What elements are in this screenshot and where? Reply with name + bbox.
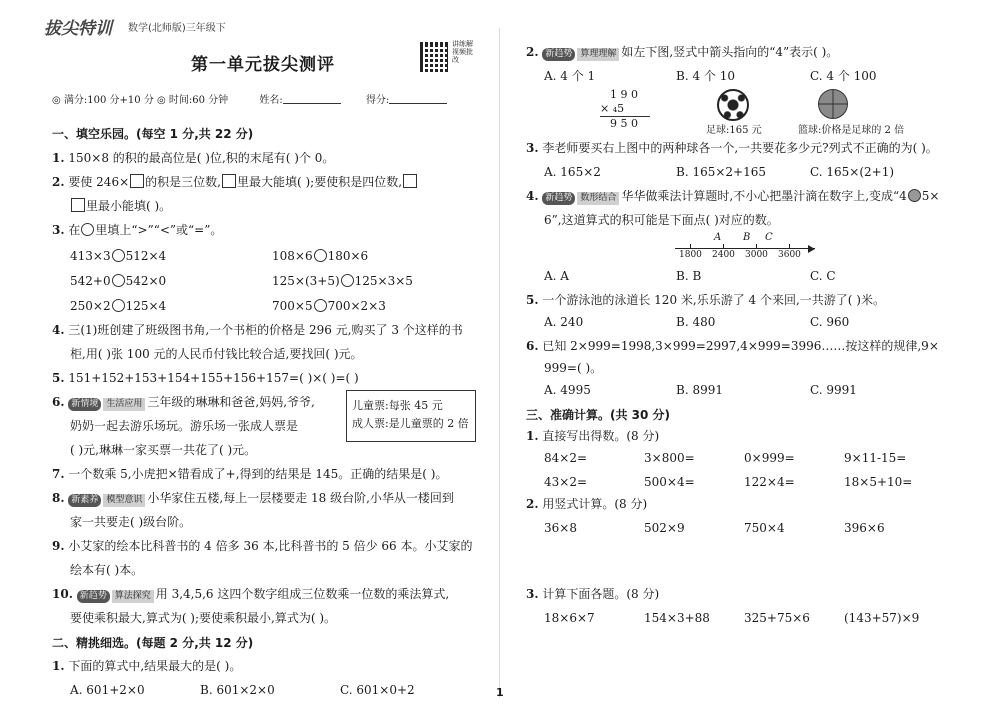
question-1-2-cont: 里最小能填( )。 [70, 198, 171, 214]
option-c[interactable]: C. 4 个 100 [810, 69, 877, 83]
question-1-10: 10. 新趋势 算法探究 用 3,4,5,6 这四个数字组成三位数乘一位数的乘法算式, [52, 587, 450, 601]
option-a[interactable]: A. 165×2 [544, 165, 601, 179]
tick-mark [789, 244, 790, 249]
compare-circle[interactable] [341, 274, 354, 287]
oral-calc-item: 500×4= [644, 475, 695, 489]
oral-calc-item: 18×5+10= [844, 475, 913, 489]
compare-row: 250×2 125×4 [70, 299, 167, 313]
vertical-calc-item: 750×4 [744, 521, 785, 535]
option-a[interactable]: A. 601+2×0 [70, 683, 145, 697]
section-1-title: 一、填空乐园。(每空 1 分,共 22 分) [52, 127, 254, 141]
option-c[interactable]: C. 960 [810, 315, 850, 329]
ticket-price-box [346, 390, 476, 442]
question-1-6: 6. 新情境 生活应用 三年级的琳琳和爸爸,妈妈,爷爷, [52, 395, 315, 409]
mixed-calc-item: 18×6×7 [544, 611, 595, 625]
question-3-2: 2. 用竖式计算。(8 分) [526, 497, 648, 511]
option-a[interactable]: A. 240 [544, 315, 584, 329]
vertical-calc-item: 396×6 [844, 521, 885, 535]
question-1-8-cont: 家一共要走( )级台阶。 [70, 515, 192, 529]
brand-logo: 拔尖特训 [44, 19, 112, 39]
qr-caption: 讲练解视频批改 [452, 40, 473, 64]
oral-calc-item: 0×999= [744, 451, 795, 465]
compare-row: 108×6 180×6 [272, 249, 369, 263]
section-2-title: 二、精挑细选。(每题 2 分,共 12 分) [52, 636, 254, 650]
mixed-calc-item: (143+57)×9 [844, 611, 920, 625]
compare-row: 700×5 700×2×3 [272, 299, 386, 313]
question-2-1: 1. 下面的算式中,结果最大的是( )。 [52, 659, 242, 673]
section-3-title: 三、准确计算。(共 30 分) [526, 408, 671, 422]
option-c[interactable]: C. 9991 [810, 383, 857, 397]
option-a[interactable]: A. A [544, 269, 569, 283]
number-line [675, 232, 815, 262]
oral-calc-item: 9×11-15= [844, 451, 907, 465]
point-c-label: C [765, 232, 773, 243]
question-1-2: 2. 要使 246× 的积是三位数, 里最大能填( );要使积是四位数, [52, 174, 418, 190]
score-field[interactable] [389, 92, 447, 104]
question-1-5: 5. 151+152+153+154+155+156+157=( )×( )=( ) [52, 371, 359, 385]
question-3-3: 3. 计算下面各题。(8 分) [526, 587, 660, 601]
option-b[interactable]: B. 8991 [676, 383, 723, 397]
adult-ticket-text: 成人票:是儿童票的 2 倍 [352, 417, 469, 430]
qr-code-icon[interactable] [420, 42, 450, 72]
point-a-label: A [714, 232, 722, 243]
basketball-icon [818, 89, 848, 119]
oral-calc-item: 122×4= [744, 475, 795, 489]
question-1-3: 3. 在 里填上“>”“<”或“=”。 [52, 223, 223, 237]
option-b[interactable]: B. 480 [676, 315, 716, 329]
question-1-9-cont: 绘本有( )本。 [70, 563, 144, 577]
digit-box[interactable] [222, 174, 236, 188]
name-field[interactable] [283, 92, 341, 104]
digit-box[interactable] [403, 174, 417, 188]
question-2-4: 4. 新趋势 数形结合 华华做乘法计算题时,不小心把墨汁滴在数字上,变成“4 5× [526, 189, 940, 203]
digit-box[interactable] [71, 198, 85, 212]
option-c[interactable]: C. 165×(2+1) [810, 165, 895, 179]
oral-calc-item: 3×800= [644, 451, 695, 465]
question-3-1: 1. 直接写出得数。(8 分) [526, 429, 660, 443]
option-c[interactable]: C. 601×0+2 [340, 683, 415, 697]
ink-blot-icon [908, 189, 921, 202]
question-2-2: 2. 新趋势 算理理解 如左下图,竖式中箭头指向的“4”表示( )。 [526, 45, 839, 59]
vertical-calc-item: 502×9 [644, 521, 685, 535]
compare-circle[interactable] [112, 274, 125, 287]
compare-circle[interactable] [314, 249, 327, 262]
compare-row: 413×3 512×4 [70, 249, 167, 263]
question-2-4-cont: 6”,这道算式的积可能是下面点( )对应的数。 [544, 213, 779, 227]
number-line-axis [675, 248, 815, 249]
compare-circle[interactable] [314, 299, 327, 312]
question-2-3: 3. 李老师要买右上图中的两种球各一个,一共要花多少元?列式不正确的为( )。 [526, 141, 938, 155]
mixed-calc-item: 325+75×6 [744, 611, 810, 625]
question-1-10-cont: 要使乘积最大,算式为( );要使乘积最小,算式为( )。 [70, 611, 337, 625]
question-2-6: 6. 已知 2×999=1998,3×999=2997,4×999=3996……按这样的规律,9× [526, 339, 939, 353]
tick-mark [690, 244, 691, 249]
question-1-4: 4. 三(1)班创建了班级图书角,一个书柜的价格是 296 元,购买了 3 个这样的书 [52, 323, 463, 337]
question-1-6-cont: 奶奶一起去游乐场玩。游乐场一张成人票是 [70, 419, 299, 433]
book-subtitle: 数学(北师版)三年级下 [128, 23, 226, 34]
question-1-9: 9. 小艾家的绘本比科普书的 4 倍多 36 本,比科普书的 5 倍少 66 本。小艾家的 [52, 539, 473, 553]
option-b[interactable]: B. B [676, 269, 702, 283]
child-ticket-text: 儿童票:每张 45 元 [352, 399, 443, 412]
page-title: 第一单元拔尖测评 [191, 55, 335, 75]
tick-label: 1800 [679, 250, 702, 260]
question-1-8: 8. 新素养 模型意识 小华家住五楼,每上一层楼要走 18 级台阶,小华从一楼回到 [52, 491, 454, 505]
mixed-calc-item: 154×3+88 [644, 611, 710, 625]
football-price: 足球:165 元 [706, 125, 762, 136]
vertical-calc-item: 36×8 [544, 521, 577, 535]
compare-circle[interactable] [112, 249, 125, 262]
page-number: 1 [496, 686, 504, 699]
option-b[interactable]: B. 165×2+165 [676, 165, 766, 179]
question-1-7: 7. 一个数乘 5,小虎把×错看成了+,得到的结果是 145。正确的结果是( )。 [52, 467, 448, 481]
option-c[interactable]: C. C [810, 269, 836, 283]
tick-mark [723, 244, 724, 249]
oral-calc-item: 43×2= [544, 475, 588, 489]
question-1-1: 1. 150×8 的积的最高位是( )位,积的末尾有( )个 0。 [52, 151, 335, 165]
football-icon [717, 89, 749, 121]
vertical-calc-figure: 1 9 0 × ₄5 9 5 0 [600, 88, 650, 131]
compare-circle[interactable] [112, 299, 125, 312]
tick-label: 3000 [745, 250, 768, 260]
oral-calc-item: 84×2= [544, 451, 588, 465]
compare-row: 125×(3+5) 125×3×5 [272, 274, 413, 288]
question-1-4-cont: 柜,用( )张 100 元的人民币付钱比较合适,要找回( )元。 [70, 347, 363, 361]
number-line-arrow [808, 245, 815, 253]
compare-row: 542+0 542×0 [70, 274, 167, 288]
compare-circle[interactable] [81, 223, 94, 236]
point-b-label: B [743, 232, 751, 243]
option-a[interactable]: A. 4995 [544, 383, 591, 397]
option-a[interactable]: A. 4 个 1 [544, 69, 596, 83]
tick-label: 3600 [778, 250, 801, 260]
question-2-5: 5. 一个游泳池的泳道长 120 米,乐乐游了 4 个来回,一共游了( )米。 [526, 293, 885, 307]
page-divider [499, 28, 500, 698]
exam-info: ◎ 满分:100 分+10 分 ◎ 时间:60 分钟 姓名: 得分: [52, 92, 447, 109]
option-b[interactable]: B. 601×2×0 [200, 683, 275, 697]
tick-mark [756, 244, 757, 249]
basketball-price: 篮球:价格是足球的 2 倍 [798, 125, 905, 136]
question-1-6-cont2: ( )元,琳琳一家买票一共花了( )元。 [70, 443, 257, 457]
digit-box[interactable] [130, 174, 144, 188]
tick-label: 2400 [712, 250, 735, 260]
question-2-6-cont: 999=( )。 [544, 361, 603, 375]
option-b[interactable]: B. 4 个 10 [676, 69, 735, 83]
